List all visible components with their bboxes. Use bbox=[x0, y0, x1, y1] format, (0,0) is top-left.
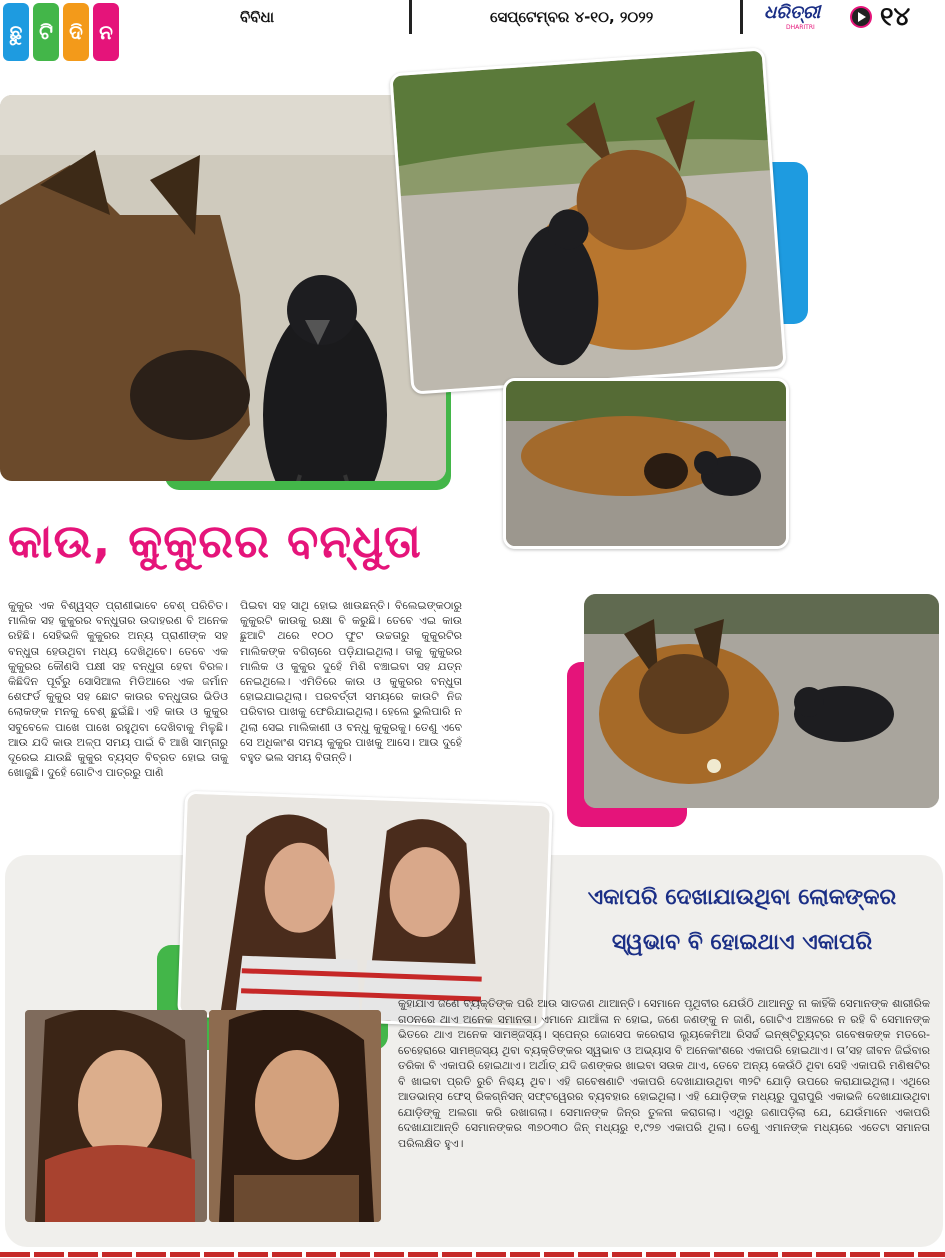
article-column-2 bbox=[240, 598, 462, 798]
lookalike-body bbox=[398, 996, 930, 1216]
photo-dog-crow-path bbox=[503, 378, 789, 549]
photo-dog-crow-garden bbox=[389, 47, 787, 394]
lookalike-headline-line1: ଏକାପରି ଦେଖାଯାଉଥିବା ଲୋକଙ୍କର bbox=[587, 885, 897, 910]
article-text-col1: କୁକୁର ଏକ ବିଶ୍ୱସ୍ତ ପ୍ରାଣୀଭାବେ ବେଶ୍ ପରିଚିତ। ମାଲିକ ସହ କୁକୁରର ବନ୍ଧୁତାର ଉଦାହରଣ ବି ଅନେକ ରହିଛି। ସେହିଭଳି କୁକୁରର ଅନ୍ୟ ପ୍ରାଣୀଙ୍କ ସହ ବନ୍ଧୁତା ହେଉଥିବା ମଧ୍ୟ ଦେଖିଥିବେ। ତେବେ ଏକ କୁକୁରର କୌଣସି ପକ୍ଷୀ ସହ ବନ୍ଧୁତା ହେବା ବିରଳ। କିଛିଦିନ ପୂର୍ବରୁ ସୋସିଆଲ ମିଡିଆରେ ଏକ ଜର୍ମାନ ଶେଫର୍ଡ କୁକୁର ସହ ଛୋଟ କାଉର ବନ୍ଧୁତାର ଭିଡିଓ ଲୋକଙ୍କ ମନକୁ ବେଶ୍ ଛୁଇଁଛି। ଏହି କାଉ ଓ କୁକୁର ସବୁବେଳେ ପାଖେ ପାଖେ ରହୁଥିବା ଦେଖିବାକୁ ମିଳୁଛି। ଆଉ ଯଦି କାଉ ଅଳ୍ପ ସମୟ ପାଇଁ ବି ଆଖି ସାମ୍ନାରୁ ଦୂରେଇ ଯାଉଛି କୁକୁର ବ୍ୟସ୍ତ ବିବ୍ରତ ହୋଇ ତାକୁ ଖୋଜୁଛି। ଦୁହେଁ ଗୋଟିଏ ପାତ୍ରରୁ ପାଣି bbox=[8, 599, 228, 780]
logo-tile-3: ଦି bbox=[63, 3, 89, 61]
brand-subtitle: DHARITRI bbox=[786, 24, 815, 31]
article-headline: କାଉ, କୁକୁରର ବନ୍ଧୁତା bbox=[8, 514, 422, 568]
article-text-col2: ପିଇବା ସହ ସାଥି ହୋଇ ଖାଉଛନ୍ତି। ବିଲେଇଙ୍କଠାରୁ କୁକୁରଟି କାଉକୁ ରକ୍ଷା ବି କରୁଛି। ତେବେ ଏଇ କାଉ ଛୁଆଟି ଥରେ ୧୦୦ ଫୁଟ ଉଚ୍ଚତାରୁ କୁକୁରଟିର ମାଲିକଙ୍କ ବଗିଚାରେ ପଡ଼ିଯାଇଥିଲା। ତାକୁ କୁକୁରର ମାଲିକ ଓ କୁକୁର ଦୁହେଁ ମିଶି ବଞ୍ଚାଇବା ସହ ଯତ୍ନ ନେଇଥିଲେ। ଏମିତିରେ କାଉ ଓ କୁକୁରର ବନ୍ଧୁତା ହୋଇଯାଇଥିଲା। ପରବର୍ତ୍ତୀ ସମୟରେ କାଉଟି ନିଜ ପରିବାର ପାଖକୁ ଫେରିଯାଇଥିଲା। ହେଲେ ଭୁଲିପାରି ନ ଥିଲା ସେଇ ମାଲିକାଣୀ ଓ ବନ୍ଧୁ କୁକୁରକୁ। ତେଣୁ ଏବେ ସେ ଅଧିକାଂଶ ସମୟ କୁକୁର ପାଖକୁ ଆସେ। ଆଉ ଦୁହେଁ ବହୁତ ଭଲ ସମୟ ବିତାନ୍ତି। bbox=[240, 599, 462, 765]
photo-dog-crow-closeup bbox=[0, 95, 446, 481]
photo-twins bbox=[177, 791, 553, 1030]
logo-tile-4: ନ bbox=[93, 3, 119, 61]
article-column-1 bbox=[8, 598, 228, 798]
logo-tile-1: ଛୁ bbox=[3, 3, 29, 61]
footer-rule bbox=[0, 1252, 945, 1257]
issue-date: ସେପ୍ଟେମ୍ବର ୪-୧୦, ୨୦୨୨ bbox=[490, 8, 654, 26]
logo-tile-2: ଟି bbox=[33, 3, 59, 61]
header-divider-2 bbox=[740, 0, 743, 34]
brand-name: ଧରିତ୍ରୀ bbox=[764, 2, 821, 23]
header-divider-1 bbox=[409, 0, 412, 34]
photo-dog-crow-ball bbox=[584, 594, 939, 808]
page-number: ୧୪ bbox=[880, 2, 911, 32]
photo-lookalike-left bbox=[25, 1010, 207, 1222]
lookalike-body-text: କୁହାଯାଏ ଜଣେ ବ୍ୟକ୍ତିଙ୍କ ପରି ଆଉ ସାତଜଣ ଥାଆନ୍ତି। ସେମାନେ ପୃଥିବୀର ଯେଉଁଠି ଥାଆନ୍ତୁ ନା କାହିଁକି ସେମାନଙ୍କ ଶାରୀରିକ ଗଠନରେ ଥାଏ ଅନେକ ସମାନତା। ଏମାନେ ଯାଆଁଳା ନ ହୋଇ, ଜଣେ ଜଣଙ୍କୁ ନ ଜାଣି, ଗୋଟିଏ ଅଞ୍ଚଳରେ ନ ରହି ବି ସେମାନଙ୍କ ଭିତରେ ଥାଏ ଅନେକ ସାମଞ୍ଜସ୍ୟ। ସ୍ପେନ୍‌ର ଜୋସେପ କରେରାସ ଲ୍ୟୁକେମିଆ ରିସର୍ଚ୍ଚ ଇନ୍‌ଷ୍ଟିଚ୍ୟୁଟ୍‌ର ଗବେଷକଙ୍କ ମତରେ-ଚେହେରାରେ ସାମଞ୍ଜସ୍ୟ ଥିବା ବ୍ୟକ୍ତିଙ୍କର ସ୍ୱଭାବ ଓ ଅଭ୍ୟାସ ବି ଅନେକାଂଶରେ ଏକାପରି ହୋଇଥାଏ। ତା’ସହ ଜୀବନ ଜିଇଁବାର ତରିକା ବି ଏକାପରି ହୋଇଥାଏ। ଅର୍ଥାତ୍ ଯଦି ଜଣଙ୍କର ଖାଇବା ସଉକ ଥାଏ, ତେବେ ଅନ୍ୟ କେଉଁଠି ଥିବା ସେହି ଏକାପରି ମଣିଷଟିର ବି ଖାଇବା ପ୍ରତି ରୁଚି ନିଶ୍ଚୟ ଥିବ। ଏହି ଗବେଷଣାଟି ଏକାପରି ଦେଖାଯାଉଥିବା ୩୨ଟି ଯୋଡ଼ି ଉପରେ କରାଯାଇଥିଲା। ଏଥିରେ ଆଡଭାନ୍ସ ଫେସ୍ ରିକଗ୍ନିସନ୍ ସଫ୍ଟୱେରର ବ୍ୟବହାର ହୋଇଥିଲା। ଏହି ଯୋଡ଼ିଙ୍କ ମଧ୍ୟରୁ ପୁରାପୁରି ଏକାଭଳି ଦେଖାଯାଉଥିବା ଯୋଡ଼ିଙ୍କୁ ଅଲଗା କରି ରଖାଗଲା। ସେମାନଙ୍କ ଜିନ୍‌ର ତୁଳନା କରାଗଲା। ଏଥିରୁ ଜଣାପଡ଼ିଲା ଯେ, ଯେଉଁମାନେ ଏକାପରି ଦେଖାଯାଆନ୍ତି ସେମାନଙ୍କର ୩୭୦୩୦ ଜିନ୍ ମଧ୍ୟରୁ ୧,୯୨୭ ଏକାପରି ଥିଲା। ତେଣୁ ଏମାନଙ୍କ ମଧ୍ୟରେ ଏତେଟା ସମାନତା ପରିଲକ୍ଷିତ ହୁଏ। bbox=[398, 997, 930, 1150]
play-icon bbox=[850, 6, 872, 28]
lookalike-headline-line2: ସ୍ୱଭାବ ବି ହୋଇଥାଏ ଏକାପରି bbox=[611, 930, 873, 955]
photo-lookalike-right bbox=[209, 1010, 381, 1222]
section-label: ବିବିଧା bbox=[240, 8, 275, 26]
